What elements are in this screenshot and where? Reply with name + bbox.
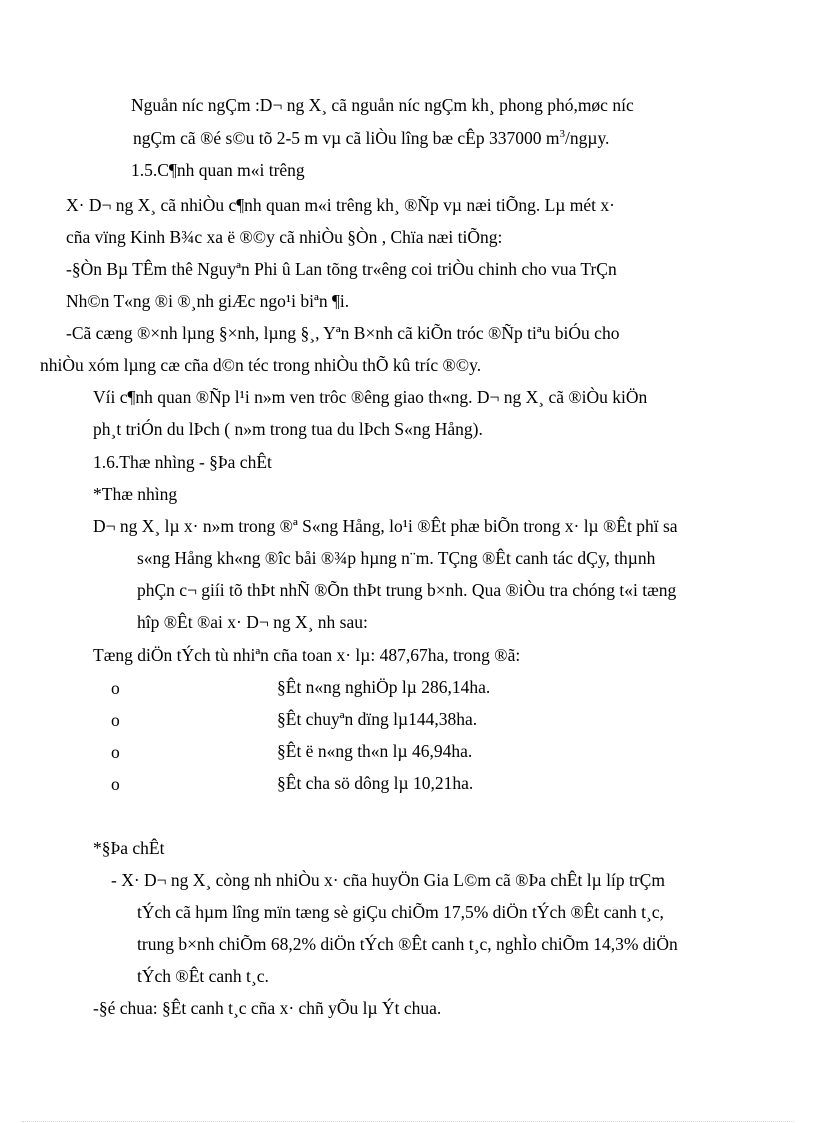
text-line: -§é chua: §Êt canh t¸c cña x· chñ yÕu lµ Ýt chua. [93, 998, 442, 1018]
list-bullet: o [111, 774, 120, 794]
text-line: ph¸t triÓn du lÞch ( n»m trong tua du lÞch S«ng Hång). [93, 419, 483, 439]
section-heading: 1.6.Thæ nhìng - §Þa chÊt [93, 452, 272, 472]
list-bullet: o [111, 678, 120, 698]
text-line: Tæng diÖn tÝch tù nhiªn cña toan x· lµ: 487,67ha, trong ®ã: [93, 645, 521, 665]
superscript: 3 [559, 128, 565, 141]
section-heading: 1.5.C¶nh quan m«i trêng [131, 160, 305, 180]
list-bullet: o [111, 742, 120, 762]
list-item: §Êt n«ng nghiÖp lµ 286,14ha. [277, 677, 491, 697]
text-line: - X· D¬ ng X¸ còng nh nhiÒu x· cña huyÖn Gia L©m cã ®Þa chÊt lµ líp trÇm [111, 870, 665, 890]
text-line: tÝch ®Êt canh t¸c. [137, 966, 269, 986]
text-line: Nguån níc ngÇm :D¬ ng X¸ cã nguån níc ngÇm kh¸ phong phó,møc níc [131, 95, 634, 115]
text-line: phÇn c¬ giíi tõ thÞt nhÑ ®Õn thÞt trung b×nh. Qua ®iÒu tra chóng t«i tæng [137, 580, 677, 600]
text-line: cña vïng Kinh B¾c xa ë ®©y cã nhiÒu §Òn , Chïa næi tiÕng: [66, 227, 503, 247]
page-bottom-rule [22, 1121, 794, 1122]
list-item: §Êt ë n«ng th«n lµ 46,94ha. [277, 741, 473, 761]
text-line: -§Òn Bµ TÊm thê Nguyªn Phi û Lan tõng tr«êng coi triÒu chinh cho vua TrÇn [66, 259, 617, 279]
list-bullet: o [111, 710, 120, 730]
text-fragment: ngÇm cã ®é s©u tõ 2-5 m vµ cã liÒu lîng bæ cÊp 337000 m [133, 128, 560, 148]
text-line: Nh©n T«ng ®i ®¸nh giÆc ngo¹i biªn ¶i. [66, 291, 350, 311]
list-item: §Êt cha sö dông lµ 10,21ha. [277, 773, 474, 793]
text-line: Víi c¶nh quan ®Ñp l¹i n»m ven trôc ®êng giao th«ng. D¬ ng X¸ cã ®iÒu kiÖn [93, 387, 648, 407]
text-fragment: /ngµy. [565, 128, 610, 148]
subsection-heading: *§Þa chÊt [93, 838, 165, 858]
text-line [133, 127, 609, 149]
list-item: §Êt chuyªn dïng lµ144,38ha. [277, 709, 478, 729]
text-line: D¬ ng X¸ lµ x· n»m trong ®ª S«ng Hång, lo¹i ®Êt phæ biÕn trong x· lµ ®Êt phï sa [93, 516, 678, 536]
text-line: -Cã cæng ®×nh lµng §×nh, lµng §¸, Yªn B×nh cã kiÕn tróc ®Ñp tiªu biÓu cho [66, 323, 620, 343]
text-line: trung b×nh chiÕm 68,2% diÖn tÝch ®Êt canh t¸c, nghÌo chiÕm 14,3% diÖn [137, 934, 678, 954]
text-line: nhiÒu xóm lµng cæ cña d©n téc trong nhiÒu thÕ kû tríc ®©y. [40, 355, 482, 375]
text-line: hîp ®Êt ®ai x· D¬ ng X¸ nh sau: [137, 612, 368, 632]
subsection-heading: *Thæ nhìng [93, 484, 178, 504]
text-line: X· D¬ ng X¸ cã nhiÒu c¶nh quan m«i trêng kh¸ ®Ñp vµ næi tiÕng. Lµ mét x· [66, 195, 615, 215]
text-line: s«ng Hång kh«ng ®îc båi ®¾p hµng n¨m. TÇng ®Êt canh tác dÇy, thµnh [137, 548, 656, 568]
text-line: tÝch cã hµm lîng mïn tæng sè giÇu chiÕm 17,5% diÖn tÝch ®Êt canh t¸c, [137, 902, 664, 922]
